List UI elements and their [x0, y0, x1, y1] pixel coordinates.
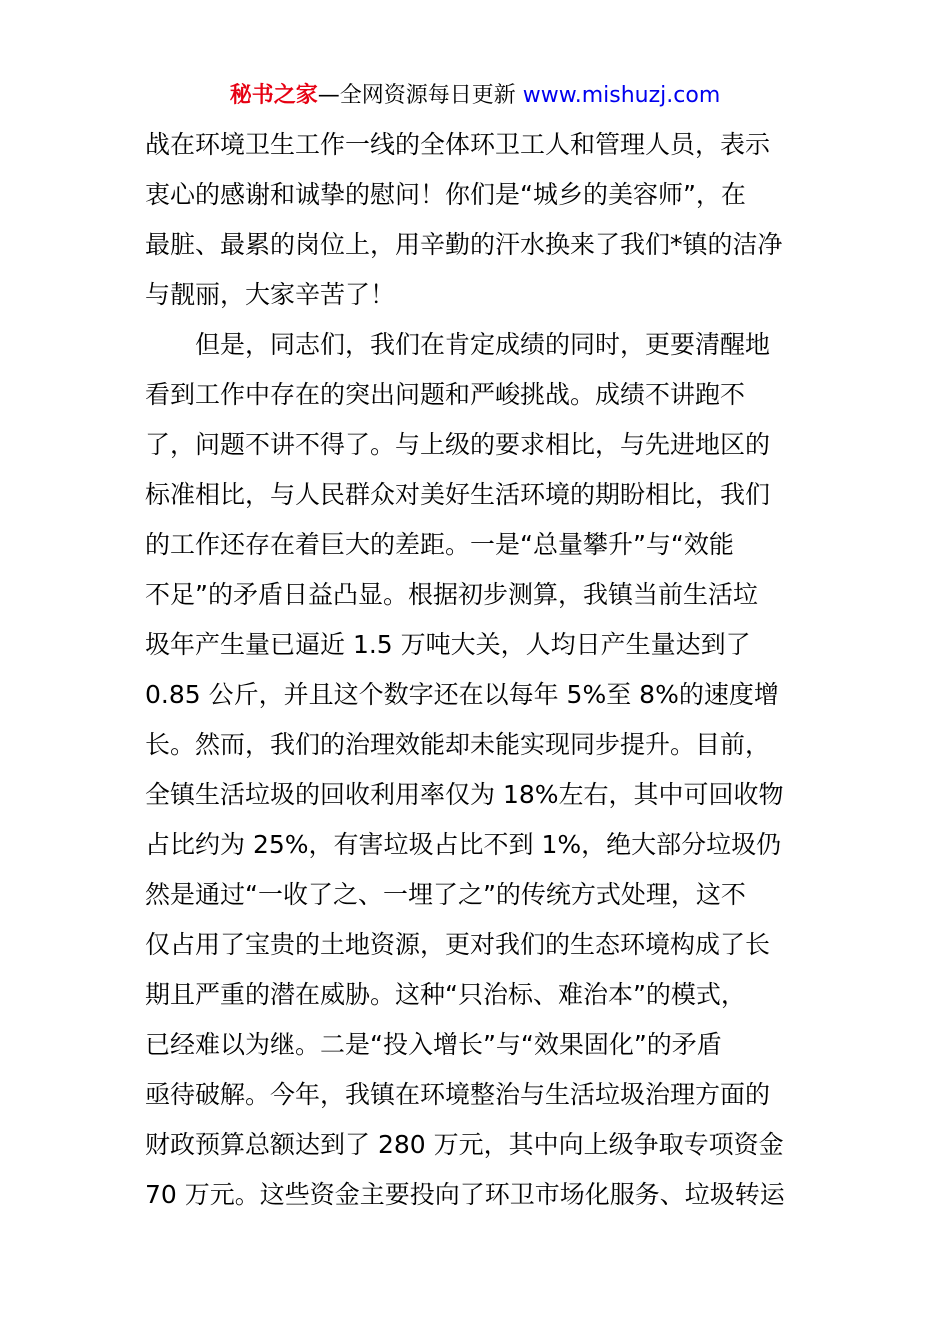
text-line: 财政预算总额达到了 280 万元，其中向上级争取专项资金 [145, 1130, 784, 1159]
text-line: 圾年产生量已逼近 1.5 万吨大关，人均日产生量达到了 [145, 630, 751, 659]
text-line: 长。然而，我们的治理效能却未能实现同步提升。目前， [145, 730, 771, 759]
paragraph-start-line: 但是，同志们，我们在肯定成绩的同时，更要清醒地 [145, 330, 771, 359]
text-line: 期且严重的潜在威胁。这种“只治标、难治本”的模式， [145, 980, 746, 1009]
text-line: 的工作还存在着巨大的差距。一是“总量攀升”与“效能 [145, 530, 734, 559]
text-line: 看到工作中存在的突出问题和严峻挑战。成绩不讲跑不 [145, 380, 746, 409]
text-line: 衷心的感谢和诚挚的慰问！你们是“城乡的美容师”，在 [145, 180, 746, 209]
text-line: 已经难以为继。二是“投入增长”与“效果固化”的矛盾 [145, 1030, 722, 1059]
text-line: 与靓丽，大家辛苦了！ [145, 280, 396, 309]
site-url-link[interactable]: www.mishuzj.com [522, 83, 721, 108]
site-header [0, 80, 950, 112]
text-line: 全镇生活垃圾的回收利用率仅为 18%左右，其中可回收物 [145, 780, 784, 809]
text-line: 然是通过“一收了之、一埋了之”的传统方式处理，这不 [145, 880, 746, 909]
text-line: 占比约为 25%，有害垃圾占比不到 1%，绝大部分垃圾仍 [145, 830, 782, 859]
text-line: 战在环境卫生工作一线的全体环卫工人和管理人员，表示 [145, 130, 771, 159]
text-line: 仅占用了宝贵的土地资源，更对我们的生态环境构成了长 [145, 930, 771, 959]
text-line: 标准相比，与人民群众对美好生活环境的期盼相比，我们 [145, 480, 771, 509]
text-line: 最脏、最累的岗位上，用辛勤的汗水换来了我们*镇的洁净 [145, 230, 783, 259]
text-line: 不足”的矛盾日益凸显。根据初步测算，我镇当前生活垃 [145, 580, 758, 609]
text-line: 70 万元。这些资金主要投向了环卫市场化服务、垃圾转运 [145, 1180, 785, 1209]
brand-name: 秘书之家 [229, 83, 318, 108]
text-line: 亟待破解。今年，我镇在环境整治与生活垃圾治理方面的 [145, 1080, 771, 1109]
text-line: 0.85 公斤，并且这个数字还在以每年 5%至 8%的速度增 [145, 680, 779, 709]
document-body [145, 120, 810, 1220]
text-line: 了，问题不讲不得了。与上级的要求相比，与先进地区的 [145, 430, 771, 459]
header-tagline: —全网资源每日更新 [317, 83, 523, 108]
